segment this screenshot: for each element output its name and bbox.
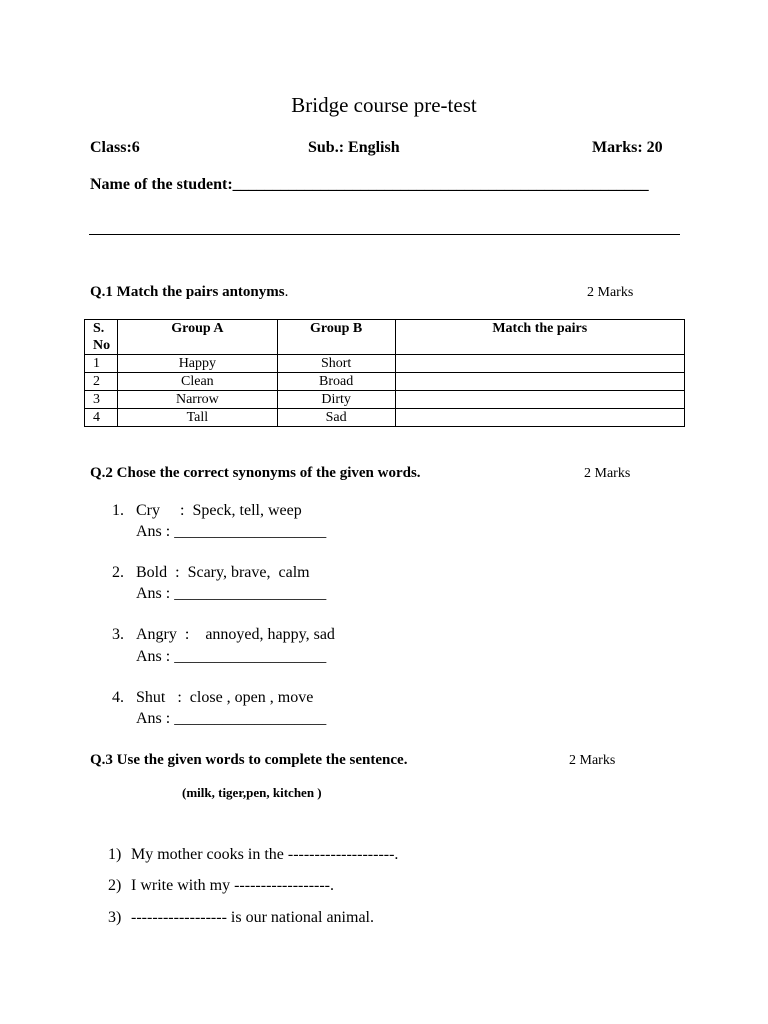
q3-item-number: 1) — [108, 846, 122, 863]
q1-title-text: Q.1 Match the pairs antonyms — [90, 284, 285, 300]
table-row — [85, 355, 685, 373]
q2-item-text: Bold : Scary, brave, calm — [136, 564, 310, 581]
class-label: Class:6 — [90, 139, 140, 156]
antonyms-table — [84, 319, 685, 427]
group-a-header: Group A — [117, 320, 277, 355]
student-name-label — [90, 176, 649, 194]
row-group-b: Sad — [277, 409, 395, 427]
q3-item-text: I write with my ------------------. — [131, 877, 334, 894]
row-group-b: Short — [277, 355, 395, 373]
q2-item-number: 2. — [112, 564, 124, 581]
q2-item-answer[interactable]: Ans : ___________________ — [136, 710, 327, 727]
row-group-b: Broad — [277, 373, 395, 391]
row-group-a: Narrow — [117, 391, 277, 409]
q1-marks: 2 Marks — [587, 285, 634, 300]
row-sno: 3 — [85, 391, 118, 409]
row-sno: 1 — [85, 355, 118, 373]
subject-label: Sub.: English — [308, 139, 400, 156]
q2-item-answer[interactable]: Ans : ___________________ — [136, 648, 327, 665]
page-title: Bridge course pre-test — [291, 93, 477, 117]
row-group-a: Tall — [117, 409, 277, 427]
q2-item-number: 1. — [112, 502, 124, 519]
q3-item-text: ------------------ is our national animal. — [131, 909, 374, 926]
q2-title: Q.2 Chose the correct synonyms of the given words. — [90, 465, 421, 481]
q2-item-text: Cry : Speck, tell, weep — [136, 502, 302, 519]
row-group-a: Clean — [117, 373, 277, 391]
row-sno: 4 — [85, 409, 118, 427]
q2-item-text: Angry : annoyed, happy, sad — [136, 626, 335, 643]
table-row — [85, 409, 685, 427]
marks-label: Marks: 20 — [592, 139, 663, 156]
q3-item-number: 2) — [108, 877, 122, 894]
sno-header-line2: No — [93, 338, 111, 353]
sno-header — [85, 320, 118, 355]
q1-title — [90, 284, 288, 301]
row-match-cell[interactable] — [395, 409, 684, 427]
q2-item-answer[interactable]: Ans : ___________________ — [136, 523, 327, 540]
student-name-blank: ____________________________________________________ — [232, 176, 649, 193]
row-match-cell[interactable] — [395, 373, 684, 391]
q2-item-number: 3. — [112, 626, 124, 643]
group-b-header: Group B — [277, 320, 395, 355]
table-row — [85, 373, 685, 391]
student-name-text: Name of the student: — [90, 176, 233, 193]
q3-title: Q.3 Use the given words to complete the sentence. — [90, 752, 408, 768]
q3-marks: 2 Marks — [569, 753, 616, 768]
sno-header-line1: S. — [93, 321, 105, 336]
q1-title-period: . — [284, 284, 289, 300]
q3-item-text: My mother cooks in the --------------------. — [131, 846, 399, 863]
table-header-row — [85, 320, 685, 355]
row-match-cell[interactable] — [395, 391, 684, 409]
q3-word-list: (milk, tiger,pen, kitchen ) — [182, 785, 322, 800]
row-group-a: Happy — [117, 355, 277, 373]
q2-item-number: 4. — [112, 689, 124, 706]
table-row — [85, 391, 685, 409]
match-header: Match the pairs — [395, 320, 684, 355]
row-group-b: Dirty — [277, 391, 395, 409]
divider-line — [89, 234, 680, 235]
row-match-cell[interactable] — [395, 355, 684, 373]
q2-item-answer[interactable]: Ans : ___________________ — [136, 585, 327, 602]
row-sno: 2 — [85, 373, 118, 391]
q2-marks: 2 Marks — [584, 466, 631, 481]
q3-item-number: 3) — [108, 909, 122, 926]
q2-item-text: Shut : close , open , move — [136, 689, 314, 706]
